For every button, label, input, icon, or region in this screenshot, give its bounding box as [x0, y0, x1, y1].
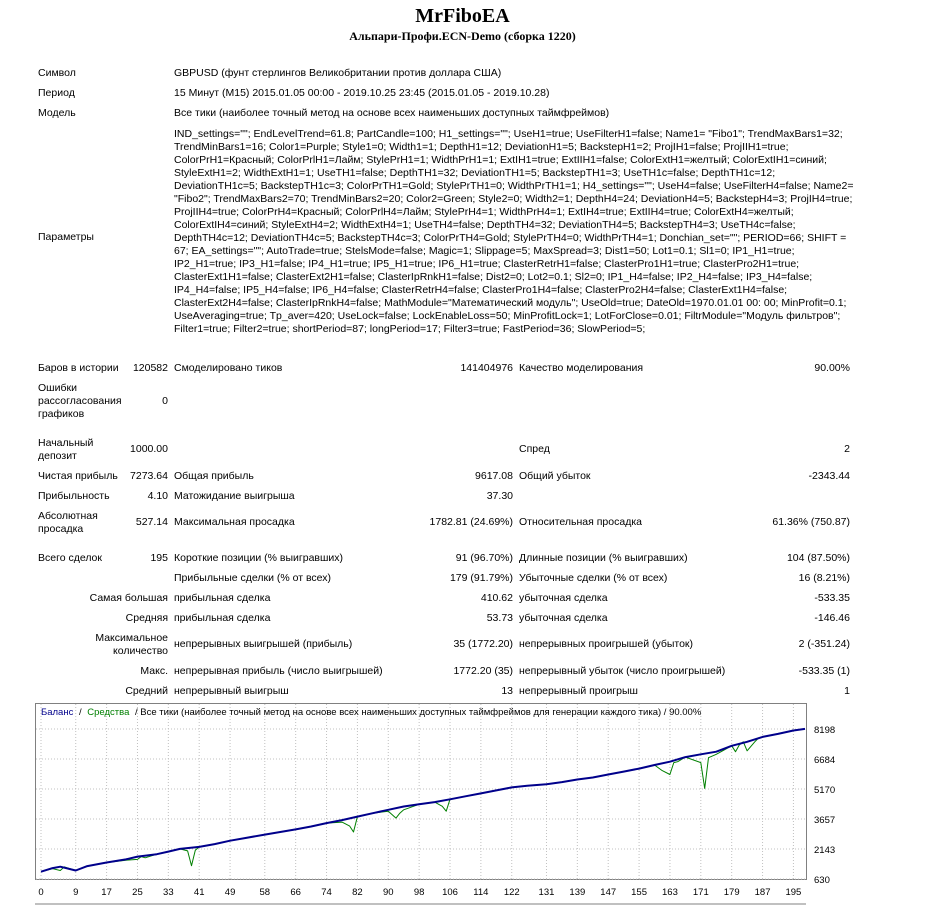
gross-loss-value: -2343.44 — [808, 470, 850, 482]
profit-factor-value: 4.10 — [147, 490, 168, 502]
symbol-value: GBPUSD (фунт стерлингов Великобритании против доллара США) — [174, 67, 502, 79]
short-label: Короткие позиции (% выигравших) — [174, 552, 344, 564]
x-axis — [38, 887, 801, 898]
x-tick-label: 98 — [413, 887, 425, 898]
gross-loss-label: Общий убыток — [519, 470, 591, 482]
y-tick-label: 5170 — [814, 785, 836, 797]
total-trades-label: Всего сделок — [38, 552, 102, 564]
legend-equity: Средства — [87, 707, 130, 718]
max-count-label-1: Максимальное — [95, 632, 168, 644]
model-value: Все тики (наиболее точный метод на основе всех наименьших доступных таймфреймов) — [174, 107, 610, 119]
max-dd-value: 1782.81 (24.69%) — [429, 516, 513, 528]
x-tick-label: 58 — [259, 887, 271, 898]
model-label: Модель — [38, 107, 76, 119]
avg-cons-losses-label: непрерывный проигрыш — [519, 685, 638, 697]
x-tick-label: 106 — [442, 887, 458, 898]
max-cons-losses-label: непрерывных проигрышей (убыток) — [519, 638, 694, 650]
errors-label-2: рассогласования — [38, 395, 122, 407]
x-tick-label: 74 — [321, 887, 332, 898]
abs-dd-label-1: Абсолютная — [38, 510, 98, 522]
deposit-label-1: Начальный — [38, 437, 94, 449]
max-count-label-2: количество — [113, 645, 168, 657]
long-label: Длинные позиции (% выигравших) — [519, 552, 688, 564]
rel-dd-value: 61.36% (750.87) — [772, 516, 850, 528]
x-tick-label: 122 — [503, 887, 520, 898]
x-tick-label: 41 — [193, 887, 205, 898]
y-tick-label: 8198 — [814, 724, 836, 736]
loss-trades-label: Убыточные сделки (% от всех) — [519, 572, 668, 584]
avg-label: Средний — [125, 685, 168, 697]
rel-dd-label: Относительная просадка — [519, 516, 642, 528]
max-dd-label: Максимальная просадка — [174, 516, 295, 528]
profit-factor-label: Прибыльность — [38, 490, 110, 502]
x-tick-label: 90 — [382, 887, 394, 898]
max-cons-wins-label: непрерывных выигрышей (прибыль) — [174, 638, 353, 650]
x-tick-label: 25 — [132, 887, 143, 898]
max-label: Макс. — [140, 665, 168, 677]
net-profit-value: 7273.64 — [130, 470, 168, 482]
average-label: Средняя — [125, 612, 168, 624]
x-tick-label: 0 — [38, 887, 44, 898]
expected-payoff-label: Матожидание выигрыша — [174, 490, 295, 502]
max-cons-loss-value: -533.35 (1) — [798, 665, 850, 677]
x-tick-label: 179 — [723, 887, 740, 898]
long-value: 104 (87.50%) — [786, 552, 850, 564]
average-profit-value: 53.73 — [486, 612, 513, 624]
avg-cons-losses-value: 1 — [844, 685, 850, 697]
max-cons-losses-value: 2 (-351.24) — [798, 638, 850, 650]
net-profit-label: Чистая прибыль — [38, 470, 118, 482]
x-tick-label: 147 — [600, 887, 617, 898]
params-label: Параметры — [38, 231, 94, 243]
errors-label-3: графиков — [38, 408, 85, 420]
legend-rest: / Все тики (наиболее точный метод на основе всех наименьших доступных таймфреймов для генерации каждого тика) / 90.00% — [135, 707, 702, 718]
period-label: Период — [38, 87, 75, 99]
short-value: 91 (96.70%) — [455, 552, 513, 564]
plot-frame — [36, 704, 807, 880]
x-tick-label: 17 — [101, 887, 112, 898]
max-cons-wins-value: 35 (1772.20) — [453, 638, 513, 650]
params-value: IND_settings=""; EndLevelTrend=61.8; PartCandle=100; H1_settings=""; UseH1=true; UseFilterH1=false; Name1= "Fibo1"; TrendMaxBars1=32; TrendMinBars1=16; Color1=Purple; Style1=0; Width1=1; DepthH1=12; DeviationH1=5; BackstepH1=2; ProjIH1=false; ProjIIH1=true; ColorPrH1=Красный; ColorPrlH1=Лайм; StylePrH1=1; WidthPrH1=1; ExtIH1=true; ExtIIH1=false; ColorExtH1=желтый; ColorExtIH1=синий; StyleExtH1=2; WidthExtH1=1; UseTH1=false; DepthTH1=32; DeviationTH1=5; BackstepTH1=3; UseTH1c=false; DepthTH1c=12; DeviationTH1c=5; BackstepTH1c=3; ColorPrTH1=Gold; StylePrTH1=0; WidthPrTH1=1; H4_settings=""; UseH4=false; UseFilterH4=false; Name2= "Fibo2"; TrendMaxBars2=70; TrendMinBars2=20; Color2=Green; Style2=0; Width2=1; DepthH4=24; DeviationH4=5; BackstepH4=3; ProjIH4=true; ProjIIH4=true; ColorPrH4=Красный; ColorPrlH4=Лайм; StylePrH4=1; WidthPrH4=1; ExtIH4=true; ExtIIH4=true; ColorExtH4=желтый; ColorExtIH4=синий; StyleExtH4=2; WidthExtH4=1; UseTH4=false; DepthTH4=32; DeviationTH4=5; BackstepTH4=3; UseTH4c=false; DepthTH4c=12; DeviationTH4c=5; BackstepTH4c=3; ColorPrTH4=Gold; StylePrTH4=0; WidthPrTH4=1; Donchian_set=""; PERIOD=66; SHIFT = 67; EA_settings=""; AutoTrade=true; StelsMode=false; Magic=1; Slippage=5; MaxSpread=3; Dist1=50; Lot1=0.1; Sl1=0; IP1_H1=true; IP2_H1=true; IP3_H1=false; IP4_H1=true; IP5_H1=true; IP6_H1=true; ClasterRetrH1=false; ClasterPro1H1=true; ClasterPro2H1=true; ClasterExt1H1=false; ClasterExt2H1=false; ClasterIpRnkH1=false; Dist2=0; Lot2=0.1; Sl2=0; IP1_H4=false; IP2_H4=false; IP3_H4=false; IP4_H4=false; IP5_H4=false; IP6_H4=false; ClasterRetrH4=false; ClasterPro1H4=false; ClasterPro2H4=false; ClasterExt1H4=false; ClasterExt2H4=false; ClasterIpRnkH4=false; MathModule="Математический модуль"; UseOld=true; DateOld=1970.01.01 00: 00; MinProfit=0.1; UseAveraging=true; Tp_aver=420; UseLock=false; LockEnableLoss=50; MinProfitLock=1; LotForClose=0.01; FiltrModule="Модуль фильтров"; Filter1=true; Filter2=true; shortPeriod=87; longPeriod=17; Filter3=true; FastPeriod=36; SlowPeriod=5; — [174, 128, 854, 335]
x-tick-label: 131 — [538, 887, 555, 898]
x-tick-label: 33 — [163, 887, 174, 898]
x-tick-label: 114 — [473, 887, 489, 898]
deposit-value: 1000.00 — [130, 443, 168, 455]
ticks-label: Смоделировано тиков — [174, 362, 283, 374]
largest-label: Самая большая — [89, 592, 168, 604]
x-tick-label: 187 — [754, 887, 771, 898]
gross-profit-label: Общая прибыль — [174, 470, 254, 482]
abs-dd-label-2: просадка — [38, 523, 84, 535]
balance-chart-svg — [35, 703, 890, 907]
expected-payoff-value: 37.30 — [486, 490, 513, 502]
legend-title — [41, 707, 702, 718]
ticks-value: 141404976 — [460, 362, 513, 374]
loss-trades-value: 16 (8.21%) — [798, 572, 850, 584]
report-title: MrFiboEA — [415, 5, 510, 27]
y-tick-label: 3657 — [814, 814, 836, 826]
errors-value: 0 — [162, 395, 168, 407]
symbol-label: Символ — [38, 67, 76, 79]
balance-chart — [35, 703, 890, 907]
spread-value: 2 — [844, 443, 850, 455]
max-cons-loss-label: непрерывный убыток (число проигрышей) — [519, 665, 726, 677]
average-loss-value: -146.46 — [814, 612, 850, 624]
x-tick-label: 139 — [569, 887, 586, 898]
x-tick-label: 82 — [352, 887, 363, 898]
largest-profit-value: 410.62 — [480, 592, 513, 604]
x-tick-label: 49 — [224, 887, 236, 898]
profit-trades-value: 179 (91.79%) — [449, 572, 513, 584]
x-tick-label: 195 — [785, 887, 802, 898]
y-tick-label: 630 — [814, 875, 830, 886]
legend-separator: / — [78, 707, 82, 718]
largest-profit-label: прибыльная сделка — [174, 592, 271, 604]
legend-balance: Баланс — [41, 707, 74, 718]
quality-label: Качество моделирования — [519, 362, 644, 374]
errors-label-1: Ошибки — [38, 382, 77, 394]
spread-label: Спред — [519, 443, 550, 455]
max-cons-profit-label: непрерывная прибыль (число выигрышей) — [174, 665, 383, 677]
bars-value: 120582 — [132, 362, 168, 374]
x-tick-label: 155 — [631, 887, 648, 898]
gross-profit-value: 9617.08 — [475, 470, 513, 482]
average-loss-label: убыточная сделка — [519, 612, 608, 624]
y-tick-label: 2143 — [814, 845, 836, 857]
quality-value: 90.00% — [814, 362, 850, 374]
x-tick-label: 171 — [692, 887, 709, 898]
abs-dd-value: 527.14 — [135, 516, 168, 528]
x-tick-label: 66 — [290, 887, 301, 898]
largest-loss-value: -533.35 — [814, 592, 850, 604]
x-tick-label: 163 — [662, 887, 678, 898]
max-cons-profit-value: 1772.20 (35) — [453, 665, 513, 677]
period-value: 15 Минут (M15) 2015.01.05 00:00 - 2019.10.25 23:45 (2015.01.05 - 2019.10.28) — [174, 87, 550, 99]
server-build: Альпари-Профи.ECN-Demo (сборка 1220) — [349, 29, 576, 43]
profit-trades-label: Прибыльные сделки (% от всех) — [174, 572, 332, 584]
x-tick-label: 9 — [73, 887, 79, 898]
avg-cons-wins-value: 13 — [501, 685, 513, 697]
avg-cons-wins-label: непрерывный выигрыш — [174, 685, 289, 697]
y-axis — [814, 725, 835, 886]
y-tick-label: 6684 — [814, 754, 836, 766]
deposit-label-2: депозит — [38, 450, 77, 462]
average-profit-label: прибыльная сделка — [174, 612, 271, 624]
total-trades-value: 195 — [150, 552, 168, 564]
bars-label: Баров в истории — [38, 362, 119, 374]
largest-loss-label: убыточная сделка — [519, 592, 608, 604]
